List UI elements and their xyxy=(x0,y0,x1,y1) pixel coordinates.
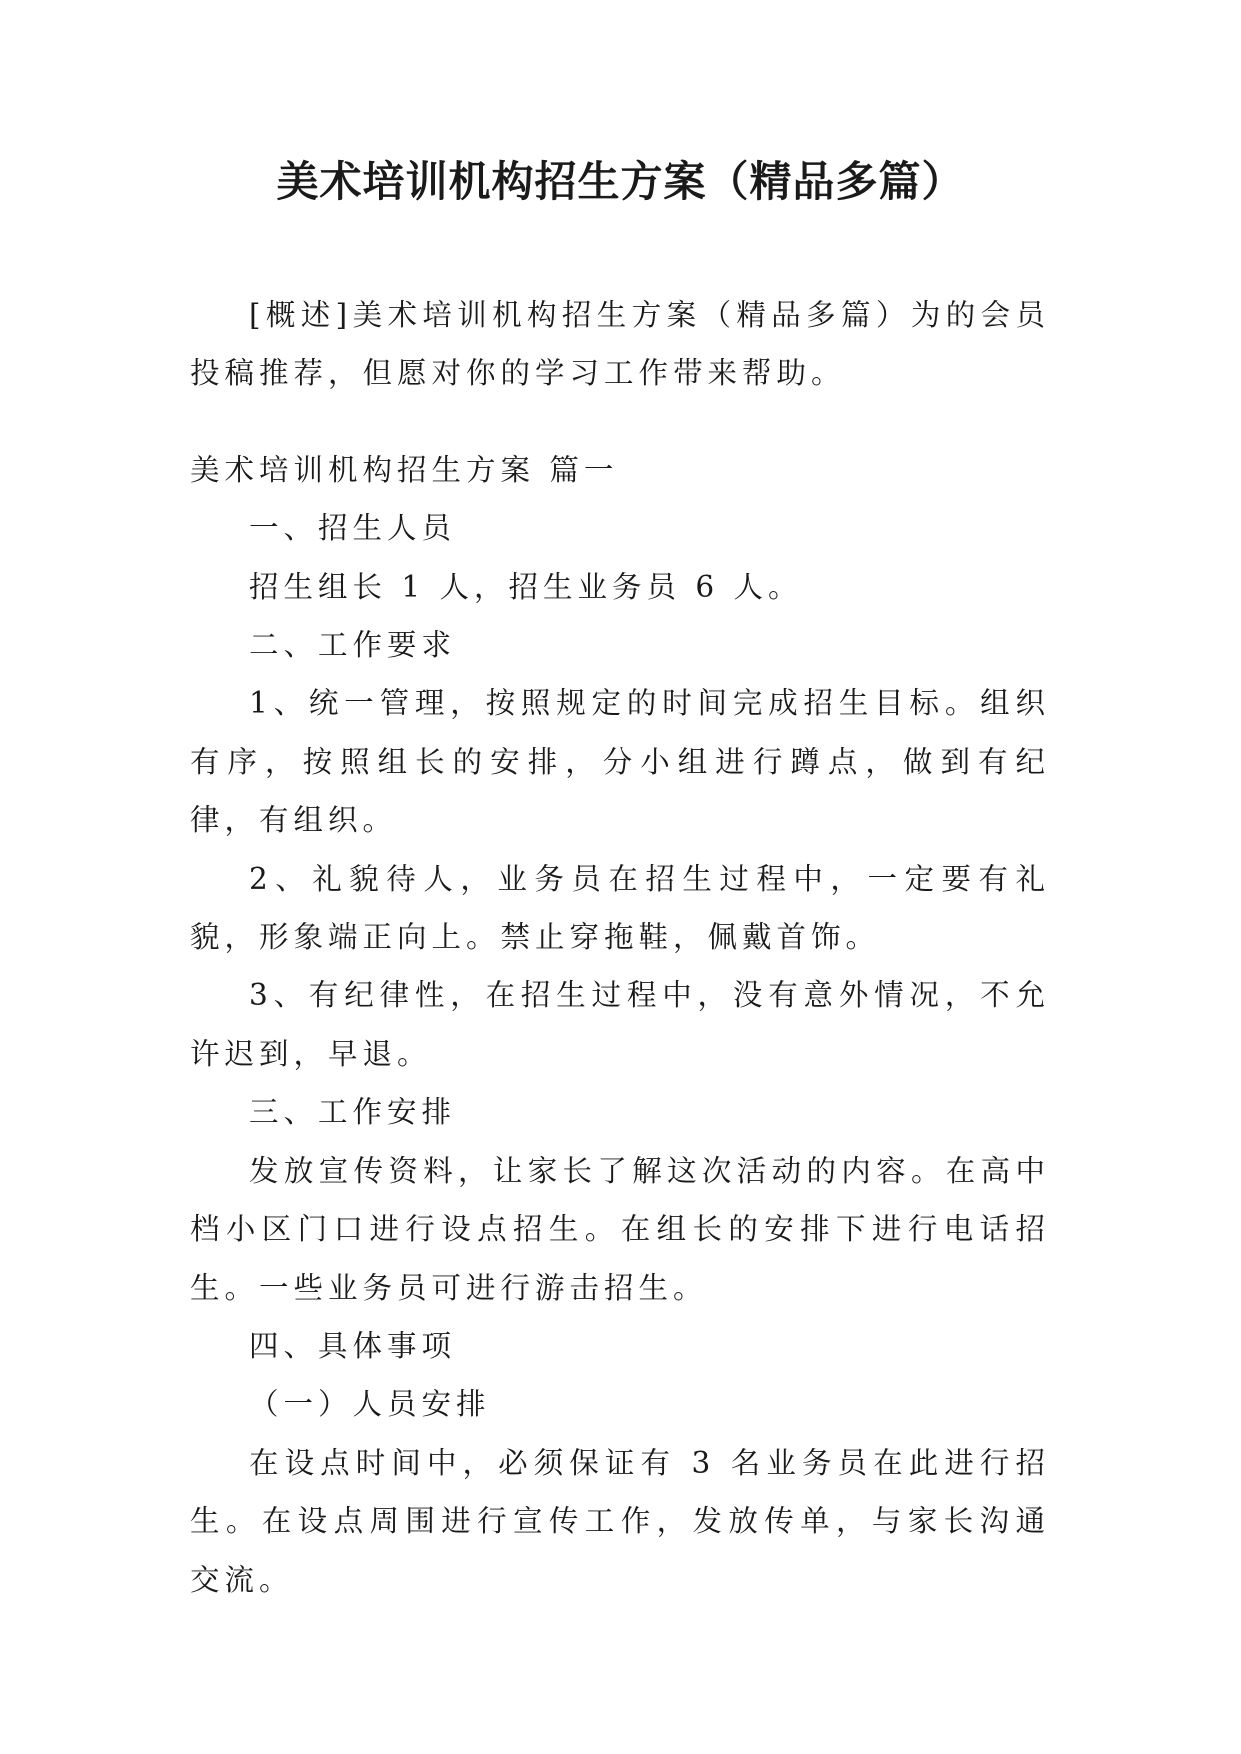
subheading-staffing: （一）人员安排 xyxy=(249,1387,491,1422)
body-paragraph: 2、礼貌待人，业务员在招生过程中，一定要有礼貌，形象端正向上。禁止穿拖鞋，佩戴首饰。 xyxy=(190,861,1050,955)
document-body xyxy=(190,286,1050,1609)
body-paragraph: 发放宣传资料，让家长了解这次活动的内容。在高中档小区门口进行设点招生。在组长的安排下进行电话招生。一些业务员可进行游击招生。 xyxy=(190,1153,1050,1305)
heading-specific-items: 四、具体事项 xyxy=(249,1328,457,1363)
heading-recruiters: 一、招生人员 xyxy=(249,511,457,546)
paragraph-gap xyxy=(190,403,1050,441)
heading-work-arrangement: 三、工作安排 xyxy=(249,1095,457,1130)
heading-work-requirements: 二、工作要求 xyxy=(249,628,457,663)
section-heading: 美术培训机构招生方案 篇一 xyxy=(190,452,619,487)
body-paragraph: 3、有纪律性，在招生过程中，没有意外情况，不允许迟到，早退。 xyxy=(190,978,1050,1071)
body-paragraph: 招生组长 1 人，招生业务员 6 人。 xyxy=(249,569,803,604)
body-paragraph: 在设点时间中，必须保证有 3 名业务员在此进行招生。在设点周围进行宣传工作，发放传单，与家长沟通交流。 xyxy=(190,1445,1050,1597)
document-title: 美术培训机构招生方案（精品多篇） xyxy=(276,157,965,206)
body-paragraph: 1、统一管理，按照规定的时间完成招生目标。组织有序，按照组长的安排，分小组进行蹲点，做到有纪律，有组织。 xyxy=(190,686,1050,838)
summary-paragraph: [概述]美术培训机构招生方案（精品多篇）为的会员投稿推荐，但愿对你的学习工作带来帮助。 xyxy=(190,298,1050,391)
